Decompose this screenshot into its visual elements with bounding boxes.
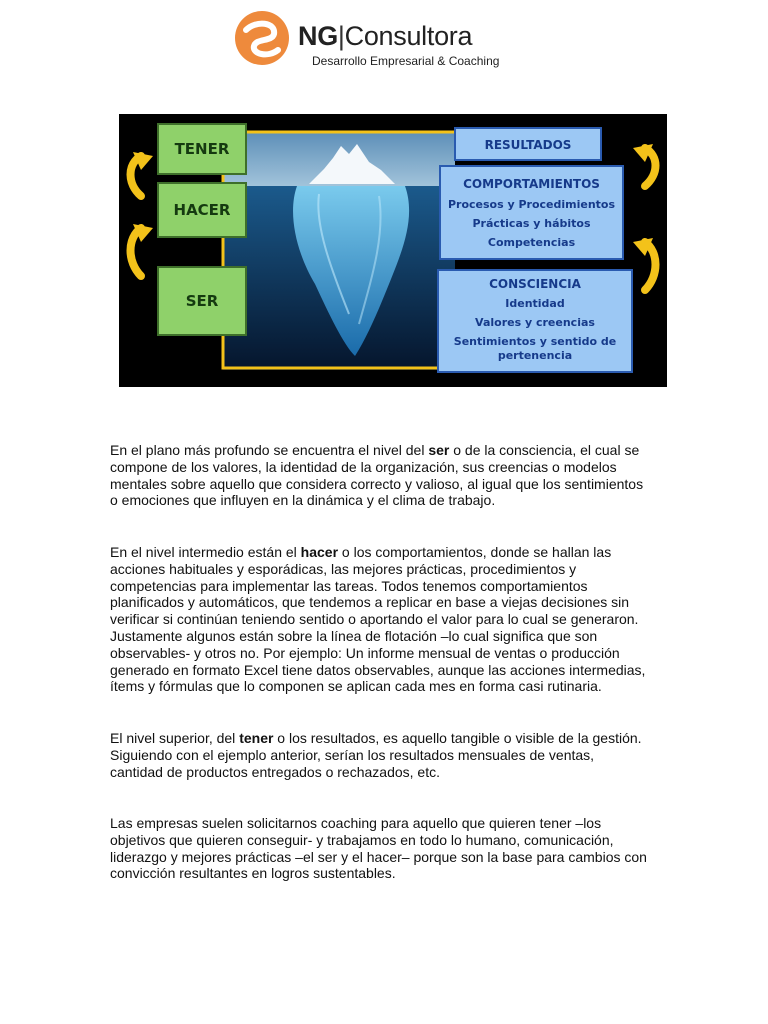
text-run: verificar si continúan teniendo sentido o aportando el valor para lo cual se generaron.: [110, 611, 639, 628]
consciencia-item: pertenencia: [497, 349, 573, 362]
paragraph-body: [110, 815, 670, 882]
logo-brand-rest: Consultora: [344, 21, 473, 51]
comportamientos-title: COMPORTAMIENTOS: [463, 177, 600, 191]
logo-mark-icon: [234, 10, 290, 66]
text-run: o emociones que influyen en la dinámica y el clima de trabajo.: [110, 492, 496, 509]
level-box-ser: SER: [157, 266, 247, 336]
text-run: En el nivel intermedio están el: [110, 544, 301, 560]
text-run: compone de los valores, la identidad de la organización, sus creencias o modelos: [110, 458, 617, 475]
text-run: competencias para implementar las tareas. Todos tenemos comportamientos: [110, 577, 588, 594]
text-run: o los resultados, es aquello tangible o visible de la gestión.: [273, 730, 642, 746]
consciencia-item: Identidad: [505, 297, 565, 310]
resultados-title: RESULTADOS: [484, 138, 572, 152]
consciencia-title: CONSCIENCIA: [489, 277, 581, 291]
iceberg-figure: [119, 114, 667, 387]
comportamientos-item: Competencias: [487, 236, 576, 249]
text-run: convicción resultantes en logros sustentables.: [110, 865, 396, 882]
logo-brand-separator: |: [337, 21, 345, 51]
paragraph-ser: [110, 442, 670, 509]
text-run: cantidad de productos entregados o rechazados, etc.: [110, 763, 440, 780]
comportamientos-item: Prácticas y hábitos: [472, 217, 591, 230]
text-run: Justamente algunos están sobre la línea de flotación –lo cual significa que son: [110, 627, 598, 644]
consciencia-item: Valores y creencias: [475, 316, 595, 329]
paragraph-tener: [110, 730, 670, 780]
text-run: generado en formato Excel tiene datos observables, aunque las acciones intermedias,: [110, 661, 646, 678]
text-run: acciones habituales y esporádicas, las mejores prácticas, procedimientos y: [110, 560, 577, 577]
bold-term: tener: [239, 730, 274, 746]
box-consciencia: [437, 269, 633, 373]
company-logo: [234, 10, 524, 70]
text-run: Las empresas suelen solicitarnos coaching para aquello que quieren tener –los: [110, 815, 602, 831]
logo-brand: [298, 20, 472, 52]
box-comportamientos: [439, 165, 624, 260]
paragraph-body: [110, 730, 670, 780]
comportamientos-item: Procesos y Procedimientos: [447, 198, 616, 211]
level-box-tener: TENER: [157, 123, 247, 175]
text-run: Siguiendo con el ejemplo anterior, serían los resultados mensuales de ventas,: [110, 746, 595, 763]
text-run: observables- y otros no. Por ejemplo: Un informe mensual de ventas o producción: [110, 644, 620, 661]
logo-tagline: Desarrollo Empresarial & Coaching: [312, 54, 500, 68]
bold-term: ser: [428, 442, 450, 458]
text-run: ítems y fórmulas que lo componen se aplican cada mes en forma casi rutinaria.: [110, 678, 602, 695]
paragraph-body: [110, 544, 670, 695]
text-run: mentales sobre aquello que considera correcto y valioso, al igual que los sentimientos: [110, 475, 644, 492]
text-run: o los comportamientos, donde se hallan las: [338, 544, 612, 560]
box-resultados: [454, 127, 602, 161]
text-run: o de la consciencia, el cual se: [449, 442, 640, 458]
paragraph-hacer: [110, 544, 670, 695]
text-run: objetivos que quieren conseguir- y trabajamos en todo lo humano, comunicación,: [110, 831, 614, 848]
text-run: planificados y automáticos, que tendemos a replicar en base a viejas decisiones sin: [110, 594, 630, 611]
consciencia-item: Sentimientos y sentido de: [453, 335, 617, 348]
bold-term: hacer: [300, 544, 339, 560]
paragraph-body: [110, 442, 670, 509]
logo-brand-bold: NG: [298, 21, 338, 51]
level-box-hacer: HACER: [157, 182, 247, 238]
text-run: liderazgo y mejores prácticas –el ser y el hacer– porque son la base para cambios con: [110, 848, 647, 865]
text-run: El nivel superior, del: [110, 730, 240, 746]
text-run: En el plano más profundo se encuentra el nivel del: [110, 442, 429, 458]
paragraph-coaching: [110, 815, 670, 882]
